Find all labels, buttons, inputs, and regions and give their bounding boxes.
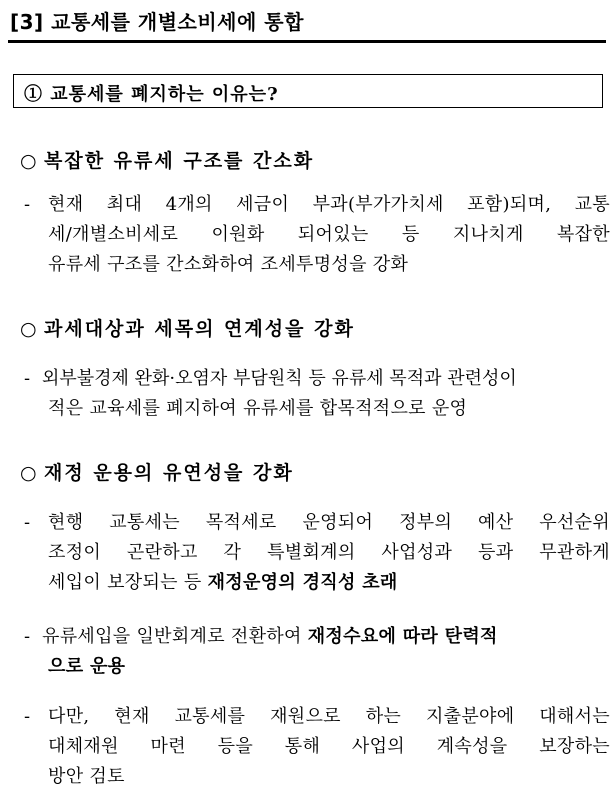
section-heading-text: 복잡한 유류세 구조를 간소화 — [44, 150, 315, 172]
section-heading-3 — [20, 458, 294, 485]
paragraph-line: 적은 교육세를 폐지하여 유류세를 합목적적으로 운영 — [48, 398, 468, 419]
section-heading-text: 과세대상과 세목의 연계성을 강화 — [44, 318, 355, 340]
circle-bullet-icon: ○ — [20, 150, 39, 172]
circle-bullet-icon: ○ — [20, 318, 39, 340]
paragraph-line: 으로 운용 — [48, 656, 126, 677]
dash-bullet-icon: - — [24, 706, 31, 727]
paragraph-text: 세입이 보장되는 등 — [48, 572, 208, 593]
paragraph-line: 현재 최대 4개의 세금이 부과(부가가치세 포함)되며, 교통 — [48, 194, 610, 215]
section-heading-2 — [20, 314, 355, 341]
circle-bullet-icon: ○ — [20, 462, 39, 484]
title-divider — [8, 40, 606, 43]
paragraph-line: 현행 교통세는 목적세로 운영되어 정부의 예산 우선순위 — [48, 512, 610, 533]
paragraph-3-2 — [24, 622, 610, 682]
paragraph-line: 조정이 곤란하고 각 특별회계의 사업성과 등과 무관하게 — [48, 542, 610, 563]
emphasis-text: 재정수요에 따라 탄력적 — [307, 626, 498, 647]
page-title: [3] 교통세를 개별소비세에 통합 — [10, 10, 304, 34]
dash-bullet-icon: - — [24, 626, 31, 647]
paragraph-line: 유류세 구조를 간소화하여 조세투명성을 강화 — [48, 254, 409, 275]
paragraph-line: 외부불경제 완화·오염자 부담원칙 등 유류세 목적과 관련성이 — [42, 368, 517, 389]
section-heading-1 — [20, 146, 314, 173]
section-heading-text: 재정 운용의 유연성을 강화 — [44, 462, 294, 484]
paragraph-line: 다만, 현재 교통세를 재원으로 하는 지출분야에 대해서는 — [48, 706, 610, 727]
paragraph-line: 대체재원 마련 등을 통해 사업의 계속성을 보장하는 — [48, 736, 610, 757]
emphasis-text: 재정운영의 경직성 초래 — [207, 572, 398, 593]
paragraph-text: 유류세입을 일반회계로 전환하여 — [42, 626, 308, 647]
dash-bullet-icon: - — [24, 368, 31, 389]
dash-bullet-icon: - — [24, 512, 31, 533]
paragraph-3-1 — [24, 508, 610, 598]
paragraph-line: 방안 검토 — [48, 766, 125, 787]
dash-bullet-icon: - — [24, 194, 31, 215]
paragraph-2-1 — [24, 364, 610, 424]
question-text: ① 교통세를 폐지하는 이유는? — [24, 84, 279, 105]
paragraph-line: 세/개별소비세로 이원화 되어있는 등 지나치게 복잡한 — [48, 224, 610, 245]
question-box — [13, 74, 603, 108]
paragraph-line — [48, 568, 610, 598]
paragraph-line — [42, 622, 610, 652]
paragraph-3-3 — [24, 702, 610, 792]
paragraph-1-1 — [24, 190, 610, 280]
